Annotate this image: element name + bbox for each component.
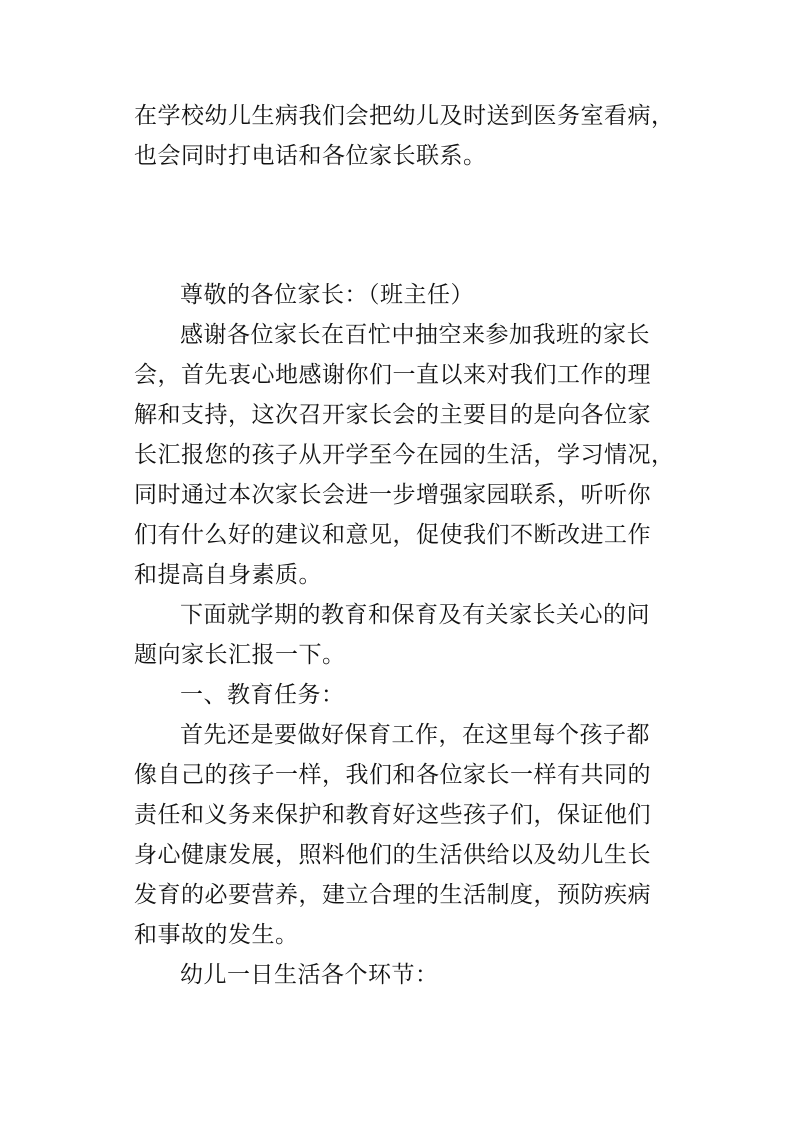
- text-line: 和提高自身素质。: [134, 562, 322, 588]
- paragraph-care: [134, 715, 674, 955]
- letter-body: [134, 275, 674, 995]
- text-line: 责任和义务来保护和教育好这些孩子们，保证他们: [134, 802, 651, 828]
- subsection-heading: 幼儿一日生活各个环节：: [180, 962, 439, 988]
- section-heading: 一、教育任务：: [180, 682, 345, 708]
- text-line: 题向家长汇报一下。: [134, 642, 346, 668]
- letter-greeting: 尊敬的各位家长：（班主任）: [180, 282, 474, 308]
- text-line: 长汇报您的孩子从开学至今在园的生活，学习情况，: [134, 442, 675, 468]
- text-line: 和事故的发生。: [134, 922, 299, 948]
- paragraph-thanks: [134, 315, 674, 595]
- text-line: 解和支持，这次召开家长会的主要目的是向各位家: [134, 402, 651, 428]
- text-line: 发育的必要营养，建立合理的生活制度，预防疾病: [134, 882, 651, 908]
- text-line: 感谢各位家长在百忙中抽空来参加我班的家长: [180, 322, 650, 348]
- text-line: 同时通过本次家长会进一步增强家园联系，听听你: [134, 482, 651, 508]
- text-line: 首先还是要做好保育工作，在这里每个孩子都: [180, 722, 650, 748]
- top-paragraph: [134, 96, 674, 176]
- text-line: 会，首先衷心地感谢你们一直以来对我们工作的理: [134, 362, 651, 388]
- paragraph-report-intro: [134, 595, 674, 675]
- text-line: 像自己的孩子一样，我们和各位家长一样有共同的: [134, 762, 651, 788]
- text-line: 也会同时打电话和各位家长联系。: [134, 143, 487, 169]
- text-line: 们有什么好的建议和意见，促使我们不断改进工作: [134, 522, 651, 548]
- text-line: 下面就学期的教育和保育及有关家长关心的问: [180, 602, 650, 628]
- text-line: 身心健康发展，照料他们的生活供给以及幼儿生长: [134, 842, 651, 868]
- text-line: 在学校幼儿生病我们会把幼儿及时送到医务室看病，: [134, 103, 675, 129]
